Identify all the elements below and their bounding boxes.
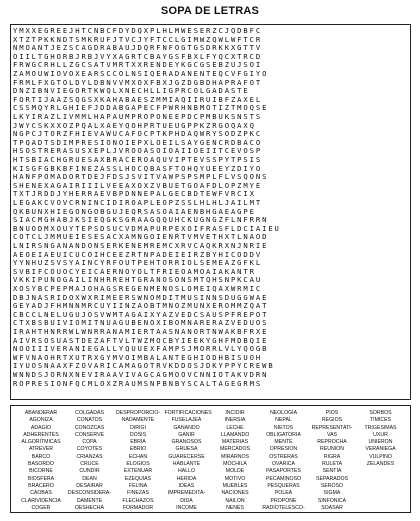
word-item: UNIERON [368,439,393,446]
grid-row: OIILTGHORBJRBJVYXAGRTCBAYGSFBXLFYQCXTRCD [13,51,263,61]
word-item: ABANDERAR [24,410,58,416]
word-item: REUNION [320,446,344,453]
grid-row: DNZIBNVIEGORTKWQLXNECHLLIGPRCOLGADASTE [13,86,250,96]
word-column [213,410,257,512]
word-column [116,410,160,512]
word-item: COYOTES [76,446,103,453]
word-item: CAOBAS [30,490,52,497]
word-item: OSTRERAS [269,453,298,460]
word-item: ALGORITMICAS [21,439,61,446]
word-item: BRACERO [28,482,54,489]
grid-row: KISGFGBKBFINEZASSLHOCQBASFTOHQYUEEYZDIYO [13,163,263,173]
word-item: FUSELAJEA [171,417,202,424]
word-item: PESQUERAS [267,482,300,489]
word-item: SEPARADOS [316,475,348,482]
word-item: NEPAL [275,417,292,424]
word-item: SEROSO [320,482,344,489]
word-item: RIGRA [323,453,341,460]
grid-row: AIVRSOSUASTDEZAFTVLTWZMOCBYIEEKYGHFMDBQIE [13,335,269,345]
word-item: DOSIS [129,431,147,438]
word-item: BIOSFERA [27,475,55,482]
grid-row: CBCCLNELUGUJOSVWMTAGAIXYAZVEDCSAUSPFREPOT [13,309,269,319]
word-item: FORMADOR [122,504,154,511]
word-column [310,410,354,512]
word-item: CONSERVE [74,431,105,438]
word-item: FLECHAZOS [122,497,154,504]
word-item: SORBOS [369,410,392,416]
word-item: PIOS [325,410,339,416]
grid-row: FRMLFXGTOLDYLDBNVVMXOXFBXJGZDGBDHAPRAFOT [13,77,263,87]
word-item: EBRIA [130,439,146,446]
word-item: DIDA [180,497,193,504]
word-item: MERCADOS [220,446,250,453]
grid-row: LEGAKCVOVCRNINCIDIROAPLEOPZSSLHLHLJAILMT [13,198,263,207]
word-item: REPRESENTATI- [311,424,353,431]
word-item: CUNDIR [79,468,100,475]
word-item: HERIDA [176,475,197,482]
word-item: NIETOS [273,424,294,431]
word-item: HALLO [177,468,195,475]
grid-row: TPQADTSDIMPRESIONOIEPXLOEILSAYGENCRDBACO [13,137,263,147]
word-item: IMPREMEDITA- [167,490,206,497]
word-item: ADHERENTES [23,431,59,438]
word-item: SOASAR [321,504,343,511]
grid-row: YYNHUZSVSYAINCYRFOUTPEHTORRIOLSEMEAZGFKL [13,258,263,268]
word-item: DESPROPORCIO- [116,410,161,416]
grid-row: GEYADJFHMNNMRCUYIINZAOBTMNOZMUNXEROMMZQAT [13,301,269,311]
word-item: RULETA [321,461,343,468]
word-item: RADIOTELESCO- [262,504,305,511]
grid-row: HANFPOMADORTDEJFDSJSVITVAWPSPSMPLFLVSQONS [13,172,269,182]
grid-row: SHENEXAGAIRIIILVEEAXOXZVBUETGOAFDLOPZMYE [13,180,263,190]
grid-row: IRAHTHNRRWLWNRRANAMIERTAASNANORTNWAKBFRXE [13,327,269,336]
word-item: MIRARNOS [221,453,249,460]
grid-row: WNNDSJORNXNEVIRAAVIVAGCAGMOOVCNNIOTAKVDRN [13,370,269,379]
word-item: LECHE [226,424,244,431]
word-item: INCIDIR [225,410,245,416]
word-item: SENTIA [322,468,342,475]
grid-row: NMOANTJEZSCAGDRABAUJDQRFNFOGTGSDRKKXGTTV [13,43,263,53]
word-column [68,410,112,512]
word-item: SINFONICA [317,497,347,504]
grid-row: NOOIIIVERANIEGALLYQUUEXFAMPSJMORRLVLYQOGB [13,344,269,354]
word-column [19,410,63,512]
word-item: NENES [226,504,244,511]
word-item: AGONIZA [29,417,53,424]
grid-row: QKBUNXHIEGONGOBGUJEQRSASOAIAENBHGAEAGPE [13,206,256,216]
grid-row: FRWGCRHLLZGCSATVMRTXXRENDEYKGCGSEBZUJSOI [13,60,263,70]
word-item: INCOME [176,504,197,511]
word-item: OPRESION [269,446,298,453]
word-item: BICORNE [29,468,53,475]
word-item: GANIR [178,431,195,438]
word-item: GRUESA [175,446,198,453]
word-item: DESAIRAR [76,482,103,489]
grid-row: CSSMQYRLGHIEFJDDABGAPECFPWRHNBMOTIZTMOQSE [13,103,269,113]
grid-row: DBJNASRIDOXWXRIMEERSWNOMDITMUSINNSDUGGWAE [13,292,269,302]
word-item: MATERIAS [221,439,249,446]
grid-row: JWYCSKXXOZPQALXAEYQOHPRTUEUGPPKZRGOQAXQ [13,120,256,130]
word-item: TRIGESIMAS [364,424,397,431]
grid-row: XTZTPKKNDTSMKRUFJTVCJYFTCCLGIMWZQWLWFTCR [13,34,263,44]
word-item: NACIONES [221,490,249,497]
word-item: BARCO [31,453,51,460]
word-item: INERSIA [224,417,246,424]
word-item: ZELANDES [366,461,395,468]
grid-row: SVBIFCOUOCYEICAERNOYOLTFRIEOAMOAIAKANTR [13,266,256,276]
word-item: CRUCE [80,461,99,468]
word-item: COGER [31,504,51,511]
grid-row: AEOEIAEUICUCOIHCEEZRTNPADEIEIRZBYHICODDV [13,249,263,259]
word-item: MUEBLES [222,482,248,489]
word-item: DESHECHA [75,504,104,511]
word-item: PECAMINOSO [265,475,302,482]
word-item: ELOGIOS [126,461,150,468]
grid-row: HSOSTRERASUSXEPLJVROOASOIOAIIOEIITCEVOSP [13,146,263,156]
grid-row: TXTJRDDJYHERRAEVBPDNNEPALGECBDTEWFVRCIX [13,189,256,199]
letter-grid [10,24,411,400]
grid-row: NGPCJTORZFHIEVAWUCAFOCPTKPHDAQWRYSODZPKC [13,129,263,139]
word-item: COLGADAS [75,410,104,416]
word-item: CONOZCAS [74,424,105,431]
word-item: FINEZAS [127,490,149,497]
word-item: GRANOSOS [171,439,202,446]
word-item: COPA [82,439,97,446]
word-column [164,410,212,512]
grid-row: CTXBSBUIVIOMITNUAGUBENOXIBOMNARERAZVEDUOS [13,318,269,328]
word-item: MENTE [274,439,293,446]
word-item: EZEQUIAS [124,475,152,482]
word-item: MOLDE [225,468,245,475]
word-item: NAILON [225,497,245,504]
word-item: SIGMA [323,490,341,497]
word-item: PASAPORTES [266,468,301,475]
page-title: SOPA DE LETRAS [160,5,260,17]
word-item: DESCONSIDERA- [67,490,112,497]
grid-row: FORTIJAAZSQGSXKAHABAESZMMIAQIIRUIBFZAXEL [13,94,263,104]
word-item: MOCHILA [223,461,247,468]
word-item: IDEAS [178,482,195,489]
grid-row: LNIRSNGANANDONSERKENEMREMCXRVCAQKRXNJNRIE [13,241,269,250]
word-item: MOTIVO [224,475,246,482]
word-item: BASORDO [28,461,54,468]
grid-row: WFVNAOHRTXUTRXGYMVOIMBALANTEGHIODHBISUOH [13,352,263,362]
grid-row: ROPRESIONFQCMLOXZRAUMSNPBNBYSCALTAGEGRMS [13,378,263,388]
word-item: ECHAN [128,453,148,460]
grid-row: XOSYBCPEPMAJOHAGSREGENMENOSLOMEIQAXWRMIC [13,284,263,293]
word-item: PROPONE [270,497,297,504]
word-column [262,410,306,512]
word-item: GANANDO [173,424,200,431]
word-item: CLARIVIDENCIA [21,497,61,504]
word-item: HABLANTE [172,461,201,468]
word-item: REGIOS [321,417,343,424]
word-item: EXTENUAR [123,468,153,475]
word-item: CONATOS [76,417,103,424]
word-item: VAS [327,431,337,438]
grid-row: HTSBIACHGRUESAXBRACEROAQUVIPTEVSSPYTPSIS [13,155,263,164]
word-item: REPROCHA [317,439,347,446]
word-item: FORTIFICACIONES [164,410,212,416]
word-item: CRIANZAS [76,453,103,460]
word-item: ATREVER [28,446,54,453]
word-item: NADAMENTE [121,417,155,424]
grid-row: LKYIRAZLIVMMLHAPAUMPROPONEEPDCPMBUKSNSTS [13,112,263,121]
grid-row: VKKIPUNOGAILINHRREHTGRANOSONSMTQHSNPKCAU [13,275,263,285]
grid-row: BNUODMXOUYTEPSDSUCVDMAPURPEXOIFRASFLDCIAIEU [13,223,281,233]
grid-row: SIACMGHABJKSIEQGKSGRAAGQQUHCKUGNGZFLNFRRN [13,215,269,225]
word-item: OBLIGATORIA [266,431,301,438]
word-item: DIRIGI [130,424,146,431]
grid-row: COTCLJMMUEIESESACXAMNGOIENRTVMVETHXTLNAOD [13,232,269,242]
word-list [10,405,411,513]
word-item: EBRIO [129,446,147,453]
word-item: DAMENTE [76,497,103,504]
word-item: UXUR [373,431,388,438]
grid-row: YMXXEGREEJHTCNBCFDYDQXPLHLMWESERZCJQDBFC [13,26,263,35]
word-item: VULPINO [369,453,392,460]
word-item: VERANIEGA [365,446,396,453]
word-item: POLEA [274,490,293,497]
word-item: TIMICES [369,417,392,424]
word-item: ADAGIO [30,424,52,431]
grid-row: ZAMOUWIOVOXEARSCCOLNSIQERADANENTEQCVFGIYO [13,69,269,78]
word-item: LLAMANDO [220,431,250,438]
word-column [359,410,403,468]
word-item: DEAN [82,475,97,482]
word-item: FELINA [128,482,148,489]
word-item: OVARICA [272,461,295,468]
grid-row: IYUOSNAAXFZOVARICAMAGOTRVKDDOSJDKYPPYCREWB [13,361,275,371]
word-item: NEOLOGIA [269,410,298,416]
word-item: GUARECERSE [168,453,205,460]
